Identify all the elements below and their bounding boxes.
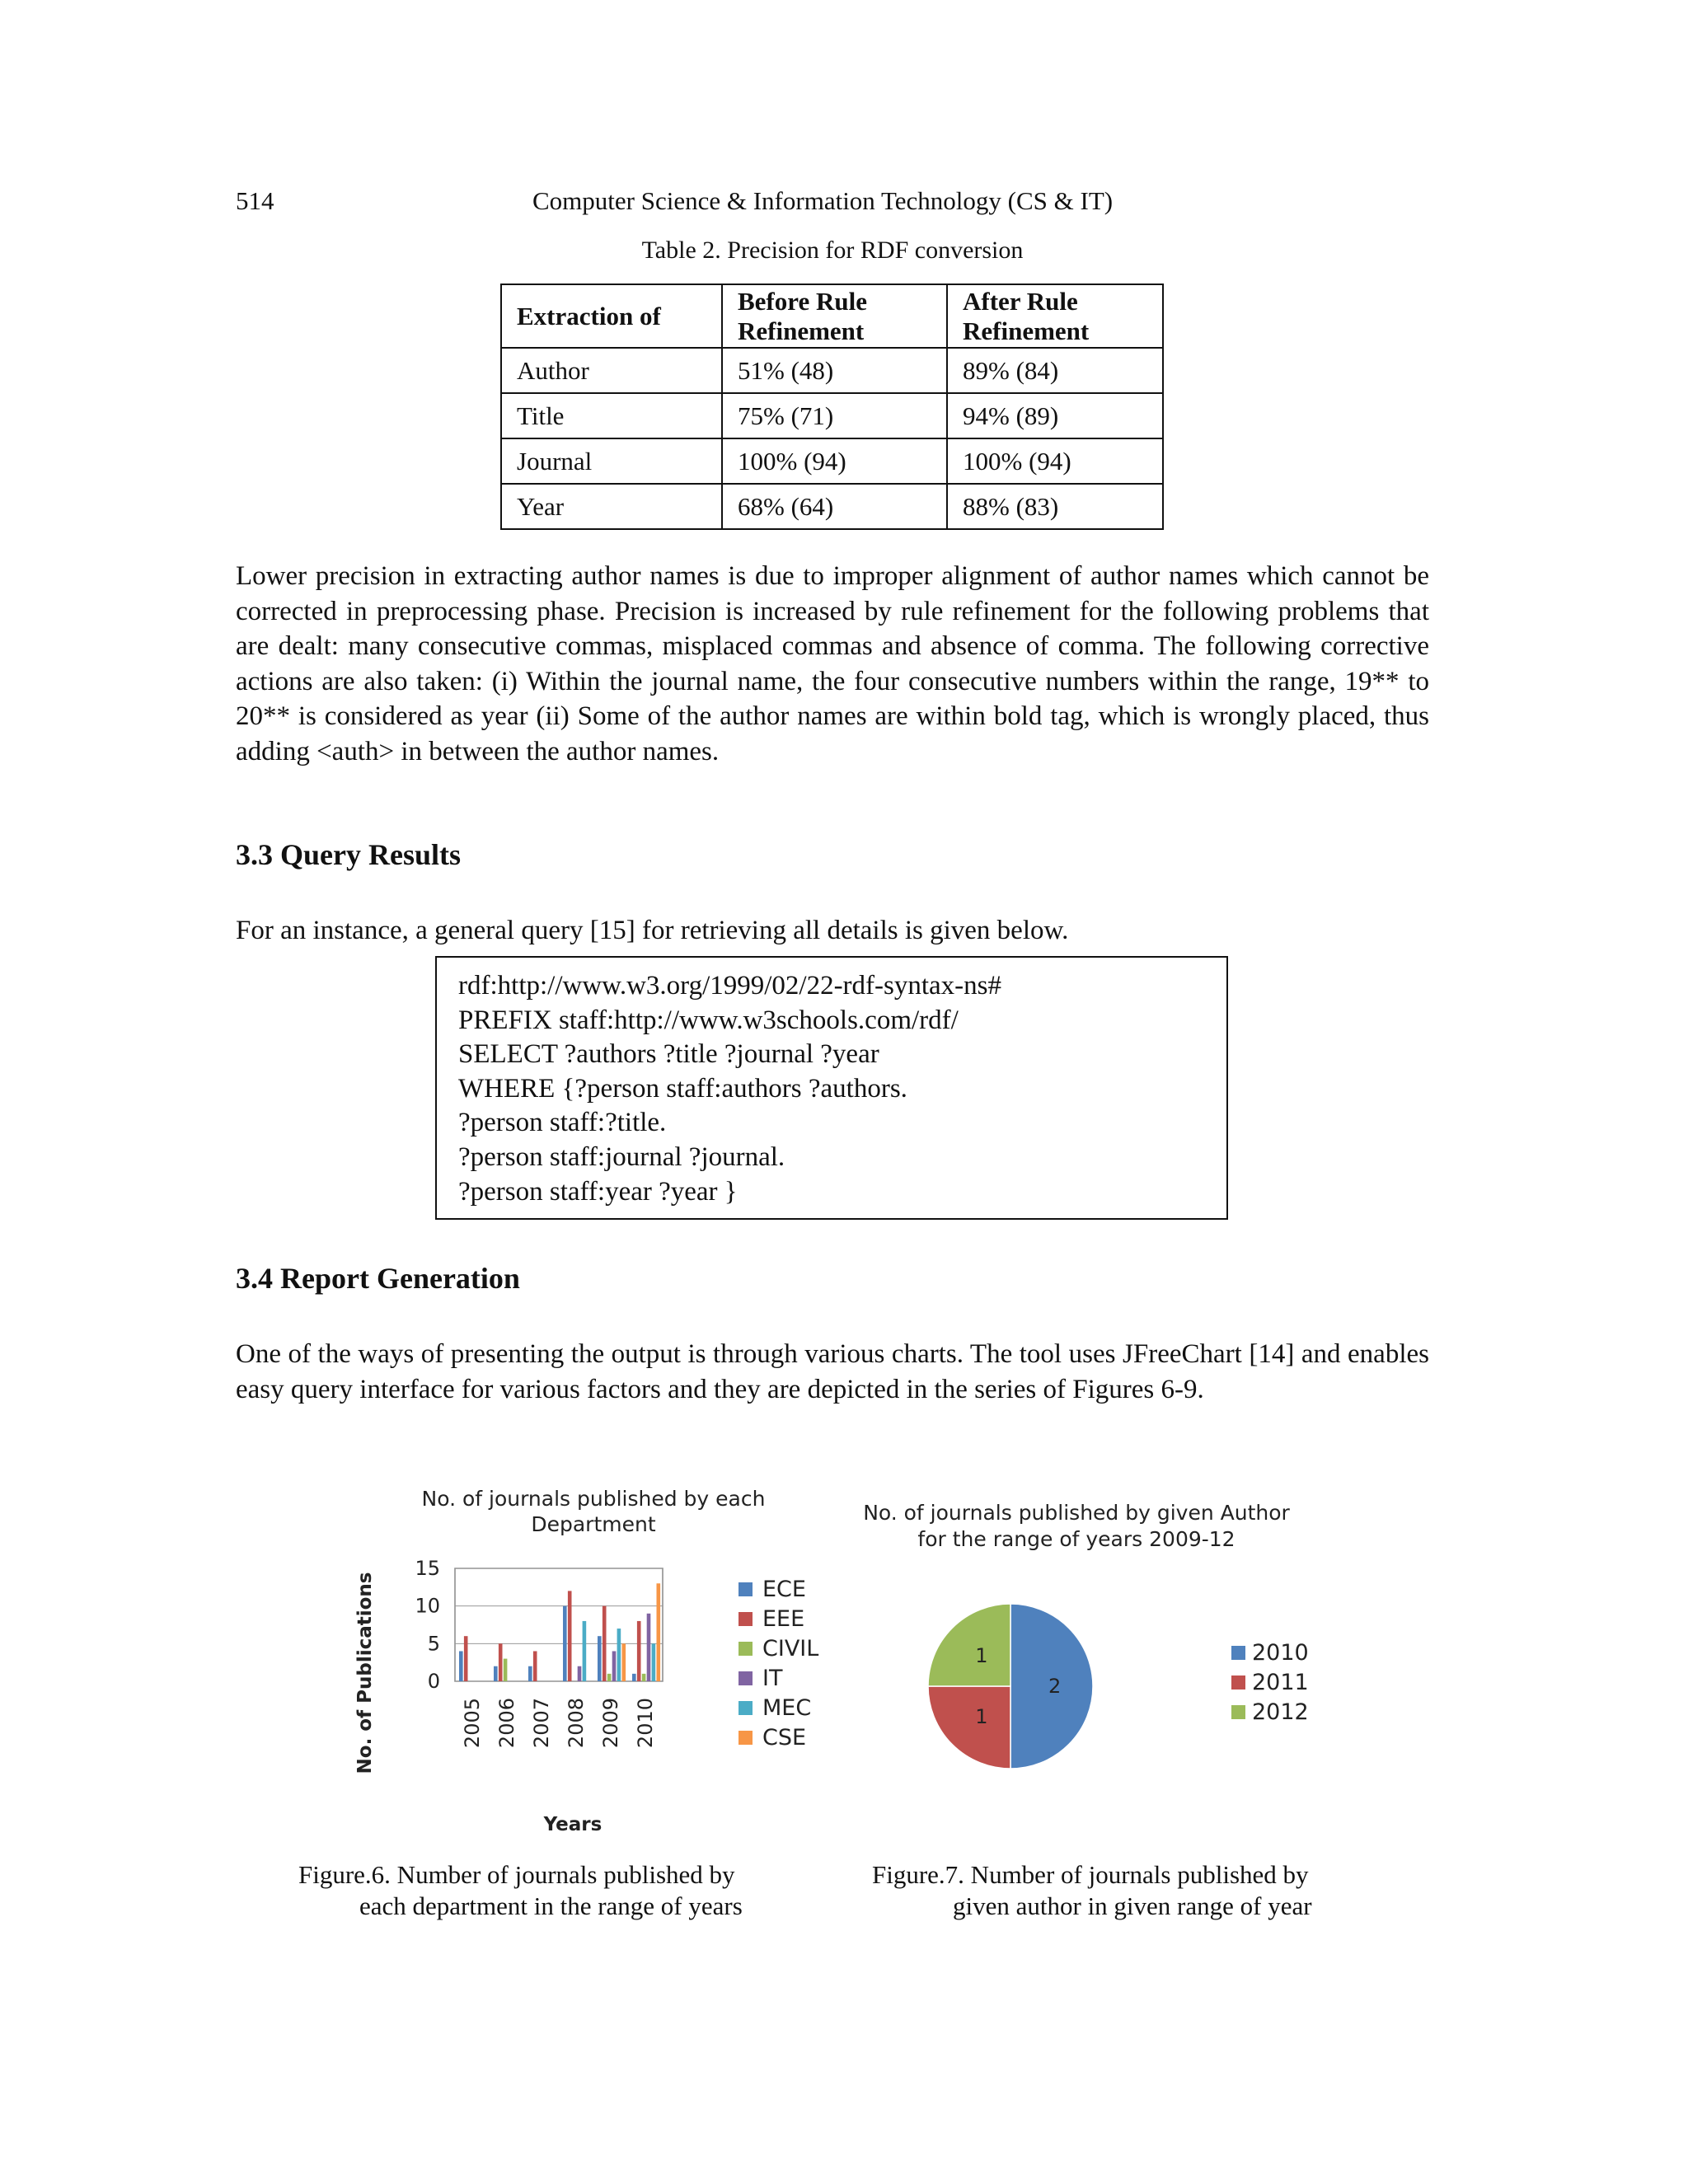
- legend-label-2012: 2012: [1252, 1699, 1309, 1725]
- figure-7-caption: [872, 1859, 1367, 1922]
- legend-label-2011: 2011: [1252, 1670, 1309, 1695]
- table-cell: 51% (48): [722, 348, 947, 393]
- x-tick-label: 2008: [565, 1698, 588, 1749]
- query-line: ?person staff:year ?year }: [458, 1176, 738, 1207]
- chart-title-line: for the range of years 2009-12: [917, 1527, 1236, 1551]
- table-row: [501, 393, 1163, 438]
- bar-eee-2005: [464, 1636, 468, 1681]
- query-code-box: [435, 956, 1228, 1220]
- chart-title-line: No. of journals published by each: [421, 1487, 766, 1511]
- table-cell: 94% (89): [947, 393, 1163, 438]
- bar-it-2009: [612, 1651, 617, 1681]
- query-line: ?person staff:journal ?journal.: [458, 1141, 785, 1172]
- figure-caption-line: Figure.6. Number of journals published by: [298, 1860, 735, 1889]
- bar-it-2008: [578, 1666, 582, 1681]
- legend-swatch-civil: [738, 1642, 753, 1656]
- precision-table: [500, 284, 1164, 530]
- table-header-cell: Extraction of: [501, 284, 722, 348]
- bar-eee-2010: [637, 1621, 641, 1681]
- bar-mec-2008: [583, 1621, 587, 1681]
- y-tick-label: 0: [427, 1670, 440, 1693]
- table-header-cell: After Rule Refinement: [947, 284, 1163, 348]
- query-line: PREFIX staff:http://www.w3schools.com/rdf/: [458, 1005, 959, 1035]
- figure-caption-line: Figure.7. Number of journals published by: [872, 1860, 1309, 1889]
- legend-label-civil: CIVIL: [762, 1636, 819, 1661]
- bar-mec-2009: [617, 1629, 621, 1681]
- legend-swatch-2012: [1231, 1705, 1245, 1719]
- bar-ece-2009: [598, 1636, 602, 1681]
- y-tick-label: 10: [415, 1594, 440, 1618]
- figure-6-caption: [298, 1859, 776, 1922]
- pie-data-label: 1: [975, 1644, 988, 1668]
- bar-civil-2006: [504, 1659, 508, 1681]
- legend-label-eee: EEE: [762, 1606, 805, 1632]
- query-line: WHERE {?person staff:authors ?authors.: [458, 1073, 907, 1104]
- x-tick-label: 2006: [495, 1698, 518, 1749]
- table-row: [501, 438, 1163, 484]
- legend-label-mec: MEC: [762, 1695, 812, 1721]
- table-cell: 100% (94): [722, 438, 947, 484]
- table-row: [501, 348, 1163, 393]
- legend-label-it: IT: [762, 1666, 783, 1691]
- table-cell: Journal: [501, 438, 722, 484]
- pie-data-label: 1: [975, 1704, 988, 1728]
- bar-eee-2007: [533, 1651, 537, 1681]
- legend-swatch-mec: [738, 1701, 753, 1715]
- pie-legend: [1231, 1640, 1309, 1725]
- pie-data-label: 2: [1048, 1675, 1062, 1698]
- table-caption: Table 2. Precision for RDF conversion: [641, 237, 1024, 264]
- legend-swatch-2010: [1231, 1646, 1245, 1660]
- journal-title: Computer Science & Information Technology (CS & IT): [532, 186, 1114, 215]
- table-cell: 75% (71): [722, 393, 947, 438]
- pie-plot-area: [928, 1604, 1093, 1769]
- paragraph-query-intro: For an instance, a general query [15] for retrieving all details is given below.: [236, 916, 1069, 945]
- bar-eee-2009: [603, 1606, 607, 1681]
- bar-chart-figure-6: [346, 1479, 857, 1858]
- x-tick-label: 2010: [634, 1698, 657, 1749]
- table-cell: 89% (84): [947, 348, 1163, 393]
- bar-mec-2010: [652, 1643, 656, 1681]
- query-line: rdf:http://www.w3.org/1999/02/22-rdf-syntax-ns#: [458, 971, 1002, 1001]
- bar-civil-2010: [642, 1674, 646, 1681]
- table-row: [501, 484, 1163, 529]
- x-axis-label: Years: [543, 1814, 603, 1835]
- table-cell: Title: [501, 393, 722, 438]
- legend-swatch-cse: [738, 1731, 753, 1745]
- bar-cse-2009: [622, 1643, 626, 1681]
- chart-title-line: No. of journals published by given Author: [863, 1501, 1290, 1525]
- page-number: 514: [236, 186, 274, 215]
- table-cell: Author: [501, 348, 722, 393]
- pie-slice-2012: [928, 1604, 1010, 1686]
- bar-it-2010: [647, 1614, 651, 1681]
- bar-eee-2008: [568, 1591, 572, 1681]
- table-cell: 100% (94): [947, 438, 1163, 484]
- bar-plot-area: [415, 1557, 663, 1748]
- plot-frame: [455, 1568, 663, 1681]
- table-cell: 68% (64): [722, 484, 947, 529]
- legend-label-2010: 2010: [1252, 1640, 1309, 1666]
- legend-label-ece: ECE: [762, 1577, 806, 1602]
- figure-caption-line: given author in given range of year: [953, 1891, 1312, 1920]
- page-header: [236, 186, 1429, 223]
- section-heading-query-results: 3.3 Query Results: [236, 838, 461, 871]
- legend-swatch-2011: [1231, 1675, 1245, 1690]
- bar-civil-2009: [607, 1674, 612, 1681]
- table-header-row: [501, 284, 1163, 348]
- y-axis-label: No. of Publications: [354, 1572, 376, 1774]
- bar-cse-2010: [657, 1583, 661, 1681]
- paragraph-precision: Lower precision in extracting author names is due to improper alignment of author names which cannot be corrected in preprocessing phase. Precision is increased by rule refinement for the following problems that are dealt: many consecutive commas, misplaced commas and absence of comma. The following corrective actions are also taken: (i) Within the journal name, the four consecutive numbers within the range, 19** to 20** is considered as year (ii) Some of the author names are within bold tag, which is wrongly placed, thus adding <auth> in between the author names.: [236, 561, 1429, 766]
- pie-slice-2011: [928, 1686, 1010, 1769]
- bar-ece-2010: [632, 1674, 636, 1681]
- section-heading-report-generation: 3.4 Report Generation: [236, 1262, 520, 1295]
- query-line: SELECT ?authors ?title ?journal ?year: [458, 1039, 879, 1070]
- table-header-cell: Before Rule Refinement: [722, 284, 947, 348]
- legend-swatch-ece: [738, 1582, 753, 1596]
- query-line: ?person staff:?title.: [458, 1108, 667, 1138]
- y-tick-label: 5: [427, 1632, 440, 1656]
- chart-title-line: Department: [531, 1512, 656, 1536]
- table-cell: 88% (83): [947, 484, 1163, 529]
- bar-ece-2008: [563, 1606, 567, 1681]
- bar-ece-2005: [459, 1651, 463, 1681]
- legend-swatch-eee: [738, 1612, 753, 1626]
- bar-eee-2006: [499, 1643, 503, 1681]
- x-tick-label: 2005: [461, 1698, 484, 1749]
- table-cell: Year: [501, 484, 722, 529]
- y-tick-label: 15: [415, 1557, 440, 1580]
- figure-caption-line: each department in the range of years: [359, 1891, 743, 1920]
- bar-ece-2006: [494, 1666, 498, 1681]
- x-tick-label: 2009: [599, 1698, 622, 1749]
- legend-label-cse: CSE: [762, 1725, 807, 1750]
- legend-swatch-it: [738, 1671, 753, 1685]
- paragraph-report: One of the ways of presenting the output is through various charts. The tool uses JFreeChart [14] and enables easy query interface for various factors and they are depicted in the series of Figures 6-9.: [236, 1339, 1429, 1404]
- bar-legend: [738, 1577, 818, 1750]
- bar-ece-2007: [528, 1666, 532, 1681]
- x-tick-label: 2007: [530, 1698, 553, 1749]
- pie-chart-figure-7: [857, 1493, 1352, 1872]
